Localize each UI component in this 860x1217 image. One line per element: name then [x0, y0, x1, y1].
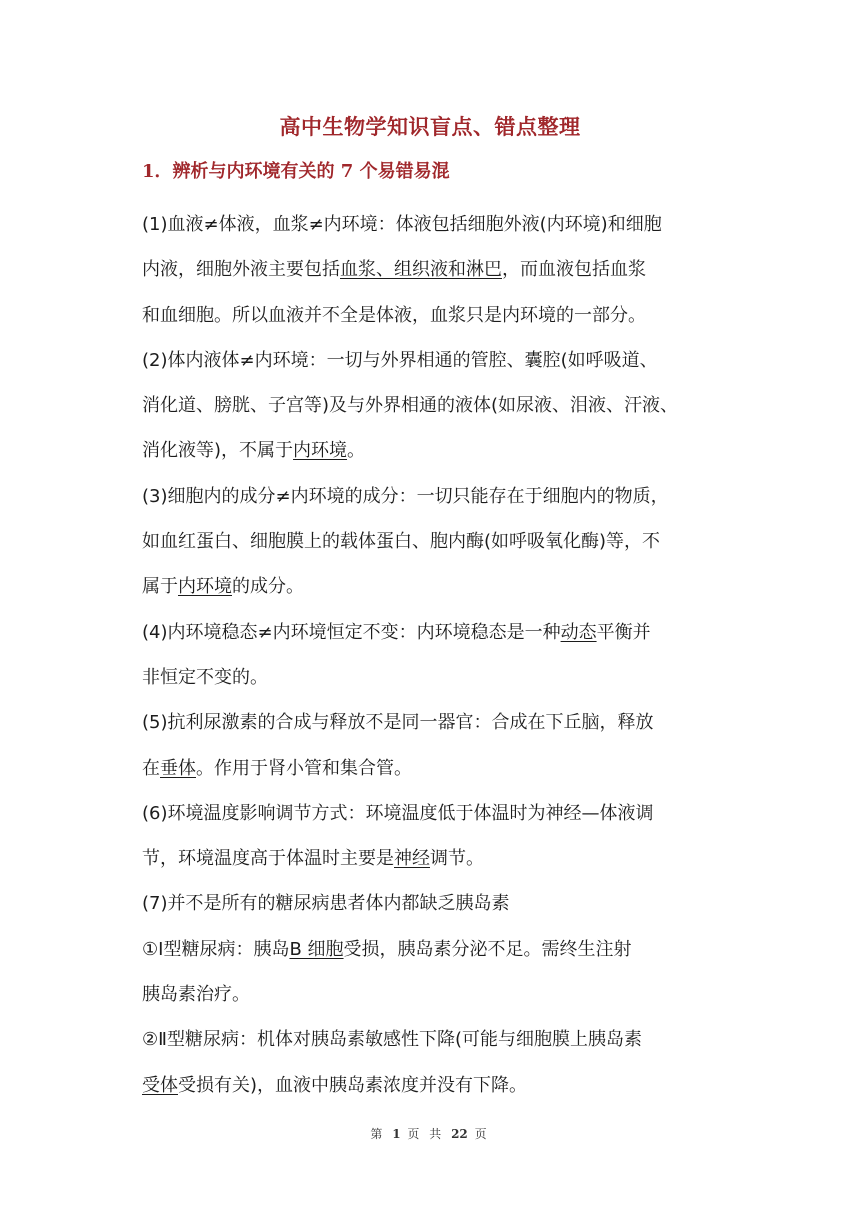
section-heading: 1．辨析与内环境有关的 7 个易错易混 — [142, 161, 450, 182]
text-line: (2)体内液体≠内环境：一切与外界相通的管腔、囊腔(如呼吸道、 — [142, 349, 658, 371]
text-line: (6)环境温度影响调节方式：环境温度低于体温时为神经—体液调 — [142, 802, 654, 824]
text-line: 胰岛素治疗。 — [142, 984, 250, 1006]
text-line: 内液，细胞外液主要包括血浆、组织液和淋巴，而血液包括血浆 — [142, 259, 646, 281]
text-line: 如血红蛋白、细胞膜上的载体蛋白、胞内酶(如呼吸氧化酶)等，不 — [142, 531, 661, 553]
text-line: 非恒定不变的。 — [142, 666, 268, 688]
page-footer: 第 1 页 共 22 页 — [370, 1127, 490, 1141]
underlined-term: 血浆、组织液和淋巴 — [340, 259, 502, 281]
text-line: 节，环境温度高于体温时主要是神经调节。 — [142, 848, 484, 870]
page-title: 高中生物学知识盲点、错点整理 — [279, 114, 581, 139]
text-line: ②Ⅱ型糖尿病：机体对胰岛素敏感性下降(可能与细胞膜上胰岛素 — [142, 1029, 643, 1051]
text-line: 消化液等)，不属于内环境。 — [142, 440, 366, 462]
text-line: (1)血液≠体液，血浆≠内环境：体液包括细胞外液(内环境)和细胞 — [142, 214, 662, 235]
text-line: (4)内环境稳态≠内环境恒定不变：内环境稳态是一种动态平衡并 — [142, 621, 651, 643]
text-line: 在垂体。作用于肾小管和集合管。 — [142, 757, 412, 779]
underlined-term: 内环境 — [293, 440, 348, 462]
underlined-term: 神经 — [394, 848, 430, 870]
text-line: ①Ⅰ型糖尿病：胰岛B 细胞受损，胰岛素分泌不足。需终生注射 — [142, 938, 632, 960]
text-line: 受体受损有关)，血液中胰岛素浓度并没有下降。 — [142, 1074, 528, 1096]
text-line: 消化道、膀胱、子宫等)及与外界相通的液体(如尿液、泪液、汗液、 — [142, 395, 679, 417]
current-page-number: 1 — [392, 1127, 401, 1141]
underlined-term: 受体 — [142, 1074, 178, 1096]
text-line: 和血细胞。所以血液并不全是体液，血浆只是内环境的一部分。 — [142, 304, 646, 326]
text-line: (3)细胞内的成分≠内环境的成分：一切只能存在于细胞内的物质， — [142, 485, 669, 507]
underlined-term: B 细胞 — [289, 938, 344, 960]
text-line: 属于内环境的成分。 — [142, 576, 304, 598]
underlined-term: 动态 — [560, 621, 597, 643]
body-text — [142, 202, 720, 1108]
total-pages: 22 — [451, 1127, 468, 1141]
text-line: (5)抗利尿激素的合成与释放不是同一器官：合成在下丘脑，释放 — [142, 712, 654, 734]
text-line: (7)并不是所有的糖尿病患者体内都缺乏胰岛素 — [142, 893, 510, 915]
underlined-term: 垂体 — [160, 757, 196, 779]
underlined-term: 内环境 — [178, 576, 232, 598]
